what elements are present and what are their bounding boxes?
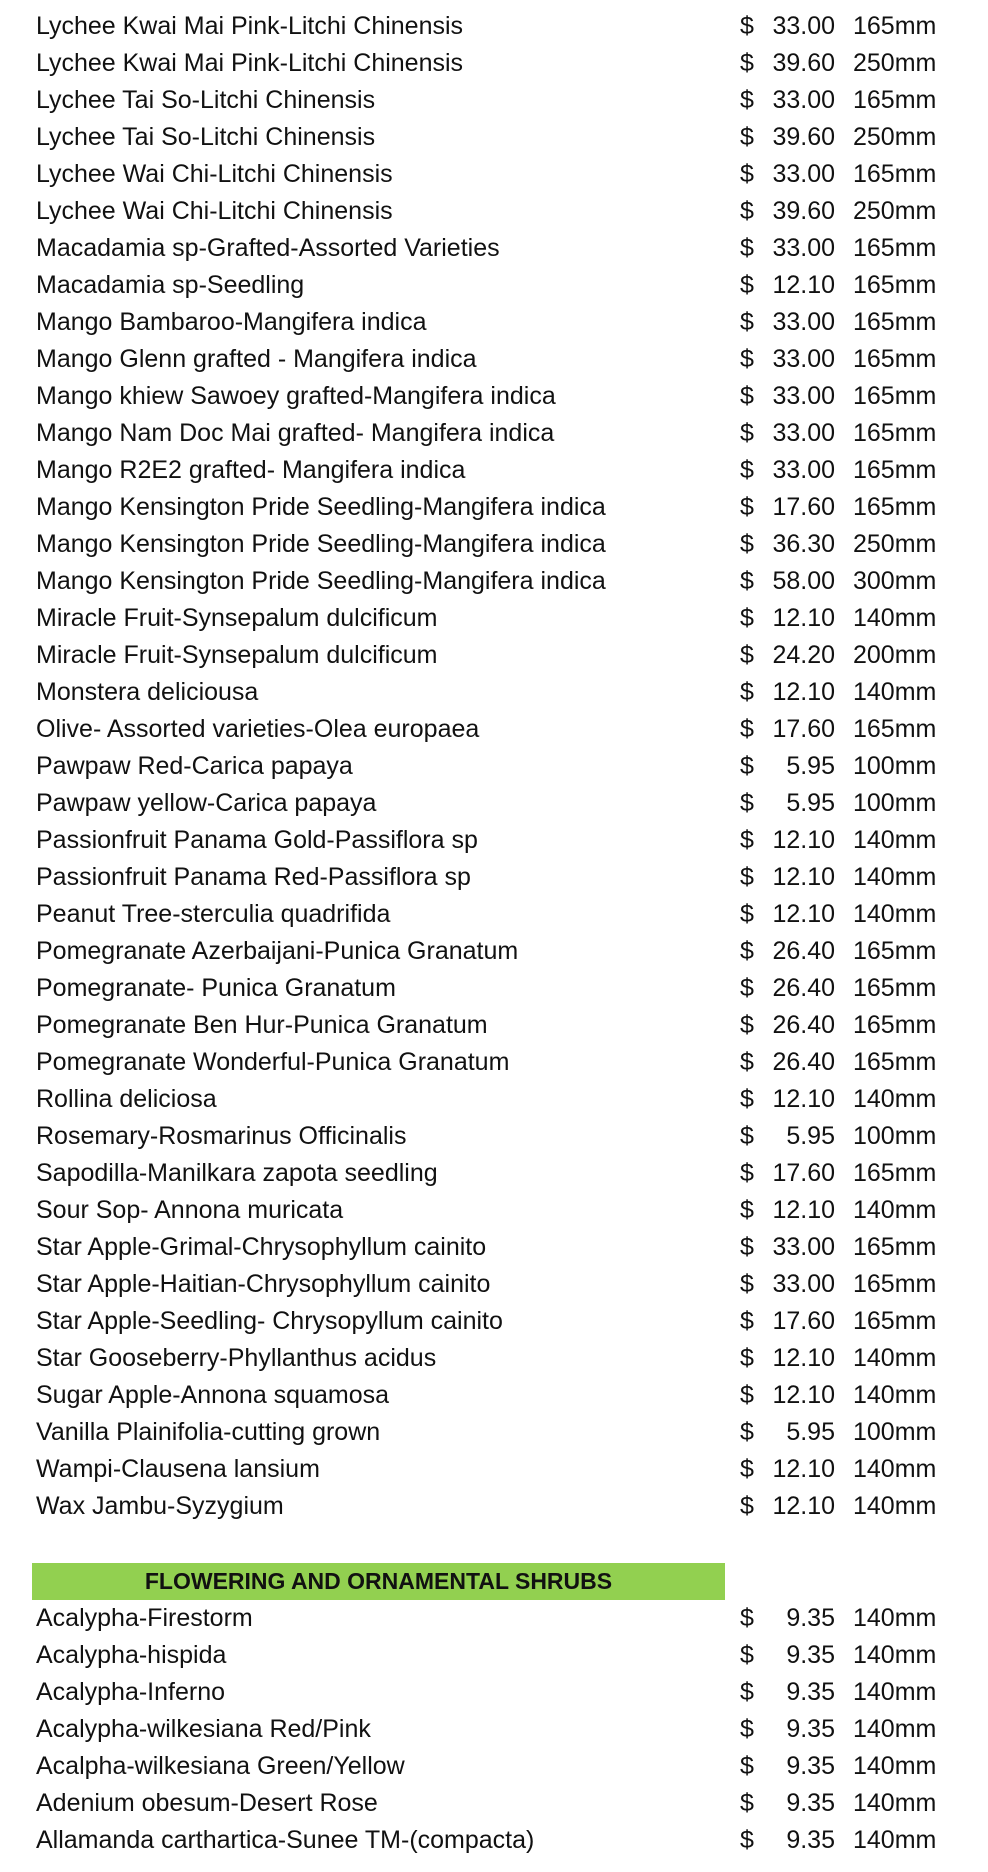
price-value: 5.95 xyxy=(786,752,835,780)
currency-symbol: $ xyxy=(740,1048,754,1076)
price-value: 33.00 xyxy=(772,419,835,447)
price-value: 39.60 xyxy=(772,49,835,77)
price-value: 12.10 xyxy=(772,1455,835,1483)
plant-name: Miracle Fruit-Synsepalum dulcificum xyxy=(36,604,438,632)
pot-size: 165mm xyxy=(853,271,937,299)
currency-symbol: $ xyxy=(740,1604,754,1632)
currency-symbol: $ xyxy=(740,1826,754,1854)
price-value: 12.10 xyxy=(772,604,835,632)
price-value: 33.00 xyxy=(772,1233,835,1261)
plant-name: Lychee Kwai Mai Pink-Litchi Chinensis xyxy=(36,12,464,40)
pot-size: 140mm xyxy=(853,1455,937,1483)
pot-size: 165mm xyxy=(853,1159,937,1187)
pot-size: 165mm xyxy=(853,1233,937,1261)
currency-symbol: $ xyxy=(740,1085,754,1113)
price-value: 12.10 xyxy=(772,1492,835,1520)
price-value: 17.60 xyxy=(772,493,835,521)
currency-symbol: $ xyxy=(740,86,754,114)
currency-symbol: $ xyxy=(740,12,754,40)
price-value: 33.00 xyxy=(772,1270,835,1298)
table-row xyxy=(0,1044,988,1081)
currency-symbol: $ xyxy=(740,419,754,447)
plant-name: Sugar Apple-Annona squamosa xyxy=(36,1381,390,1409)
plant-name: Mango Nam Doc Mai grafted- Mangifera indica xyxy=(36,419,555,447)
pot-size: 165mm xyxy=(853,419,937,447)
table-row xyxy=(0,304,988,341)
currency-symbol: $ xyxy=(740,900,754,928)
section-heading-row xyxy=(0,1563,988,1600)
table-row xyxy=(0,1674,988,1711)
currency-symbol: $ xyxy=(740,1418,754,1446)
price-value: 12.10 xyxy=(772,1196,835,1224)
pot-size: 140mm xyxy=(853,1344,937,1372)
price-value: 12.10 xyxy=(772,1344,835,1372)
pot-size: 250mm xyxy=(853,123,937,151)
plant-name: Wax Jambu-Syzygium xyxy=(36,1492,284,1520)
currency-symbol: $ xyxy=(740,1011,754,1039)
currency-symbol: $ xyxy=(740,49,754,77)
currency-symbol: $ xyxy=(740,308,754,336)
currency-symbol: $ xyxy=(740,826,754,854)
price-value: 9.35 xyxy=(786,1604,835,1632)
price-value: 12.10 xyxy=(772,271,835,299)
pot-size: 165mm xyxy=(853,1011,937,1039)
price-value: 33.00 xyxy=(772,160,835,188)
pot-size: 140mm xyxy=(853,1196,937,1224)
table-row xyxy=(0,267,988,304)
pot-size: 250mm xyxy=(853,197,937,225)
price-value: 5.95 xyxy=(786,789,835,817)
pot-size: 100mm xyxy=(853,752,937,780)
pot-size: 140mm xyxy=(853,1678,937,1706)
price-value: 17.60 xyxy=(772,715,835,743)
plant-name: Pomegranate Ben Hur-Punica Granatum xyxy=(36,1011,488,1039)
price-value: 39.60 xyxy=(772,123,835,151)
price-value: 9.35 xyxy=(786,1789,835,1817)
pot-size: 140mm xyxy=(853,1492,937,1520)
pot-size: 250mm xyxy=(853,49,937,77)
currency-symbol: $ xyxy=(740,1307,754,1335)
table-row xyxy=(0,526,988,563)
table-row xyxy=(0,1229,988,1266)
plant-name: Mango khiew Sawoey grafted-Mangifera indica xyxy=(36,382,556,410)
table-row xyxy=(0,1192,988,1229)
currency-symbol: $ xyxy=(740,345,754,373)
table-row xyxy=(0,8,988,45)
currency-symbol: $ xyxy=(740,160,754,188)
plant-name: Lychee Wai Chi-Litchi Chinensis xyxy=(36,197,393,225)
pot-size: 165mm xyxy=(853,345,937,373)
table-row xyxy=(0,1266,988,1303)
price-value: 26.40 xyxy=(772,1048,835,1076)
currency-symbol: $ xyxy=(740,1344,754,1372)
table-row xyxy=(0,1637,988,1674)
table-row xyxy=(0,1488,988,1525)
table-row xyxy=(0,1081,988,1118)
plant-name: Mango R2E2 grafted- Mangifera indica xyxy=(36,456,466,484)
currency-symbol: $ xyxy=(740,1196,754,1224)
plant-name: Pomegranate- Punica Granatum xyxy=(36,974,396,1002)
price-value: 33.00 xyxy=(772,345,835,373)
price-value: 33.00 xyxy=(772,456,835,484)
plant-name: Sapodilla-Manilkara zapota seedling xyxy=(36,1159,438,1187)
currency-symbol: $ xyxy=(740,1122,754,1150)
plant-name: Passionfruit Panama Red-Passiflora sp xyxy=(36,863,471,891)
pot-size: 140mm xyxy=(853,900,937,928)
currency-symbol: $ xyxy=(740,456,754,484)
price-value: 24.20 xyxy=(772,641,835,669)
plant-name: Star Apple-Haitian-Chrysophyllum cainito xyxy=(36,1270,491,1298)
price-value: 26.40 xyxy=(772,1011,835,1039)
currency-symbol: $ xyxy=(740,752,754,780)
table-row xyxy=(0,711,988,748)
table-row xyxy=(0,1600,988,1637)
pot-size: 140mm xyxy=(853,863,937,891)
pot-size: 165mm xyxy=(853,234,937,262)
table-row xyxy=(0,748,988,785)
pot-size: 140mm xyxy=(853,1752,937,1780)
currency-symbol: $ xyxy=(740,863,754,891)
plant-name: Lychee Kwai Mai Pink-Litchi Chinensis xyxy=(36,49,464,77)
plant-name: Olive- Assorted varieties-Olea europaea xyxy=(36,715,480,743)
table-row xyxy=(0,193,988,230)
currency-symbol: $ xyxy=(740,271,754,299)
currency-symbol: $ xyxy=(740,715,754,743)
pot-size: 100mm xyxy=(853,1122,937,1150)
plant-name: Mango Bambaroo-Mangifera indica xyxy=(36,308,427,336)
pot-size: 140mm xyxy=(853,1789,937,1817)
pot-size: 100mm xyxy=(853,1418,937,1446)
price-value: 33.00 xyxy=(772,86,835,114)
table-row xyxy=(0,970,988,1007)
pot-size: 165mm xyxy=(853,937,937,965)
table-row xyxy=(0,1377,988,1414)
price-value: 9.35 xyxy=(786,1752,835,1780)
table-row xyxy=(0,1414,988,1451)
plant-name: Star Apple-Grimal-Chrysophyllum cainito xyxy=(36,1233,487,1261)
plant-name: Peanut Tree-sterculia quadrifida xyxy=(36,900,391,928)
price-value: 12.10 xyxy=(772,678,835,706)
currency-symbol: $ xyxy=(740,678,754,706)
plant-name: Wampi-Clausena lansium xyxy=(36,1455,320,1483)
table-row xyxy=(0,1118,988,1155)
price-value: 26.40 xyxy=(772,974,835,1002)
plant-name: Allamanda carthartica-Sunee TM-(compacta) xyxy=(36,1826,535,1854)
pot-size: 165mm xyxy=(853,160,937,188)
price-value: 26.40 xyxy=(772,937,835,965)
table-row xyxy=(0,230,988,267)
table-row xyxy=(0,119,988,156)
price-value: 12.10 xyxy=(772,900,835,928)
price-value: 17.60 xyxy=(772,1159,835,1187)
price-value: 33.00 xyxy=(772,382,835,410)
table-row xyxy=(0,859,988,896)
pot-size: 165mm xyxy=(853,1048,937,1076)
pot-size: 165mm xyxy=(853,456,937,484)
table-row xyxy=(0,1340,988,1377)
price-value: 58.00 xyxy=(772,567,835,595)
table-row xyxy=(0,1822,988,1859)
price-value: 17.60 xyxy=(772,1307,835,1335)
price-value: 12.10 xyxy=(772,1381,835,1409)
currency-symbol: $ xyxy=(740,530,754,558)
price-value: 33.00 xyxy=(772,234,835,262)
plant-name: Lychee Wai Chi-Litchi Chinensis xyxy=(36,160,393,188)
currency-symbol: $ xyxy=(740,974,754,1002)
pot-size: 250mm xyxy=(853,530,937,558)
plant-name: Adenium obesum-Desert Rose xyxy=(36,1789,378,1817)
price-value: 36.30 xyxy=(772,530,835,558)
currency-symbol: $ xyxy=(740,567,754,595)
plant-name: Acalypha-Firestorm xyxy=(36,1604,253,1632)
pot-size: 140mm xyxy=(853,1715,937,1743)
table-row xyxy=(0,341,988,378)
plant-name: Pomegranate Azerbaijani-Punica Granatum xyxy=(36,937,519,965)
currency-symbol: $ xyxy=(740,382,754,410)
pot-size: 165mm xyxy=(853,1270,937,1298)
price-value: 5.95 xyxy=(786,1418,835,1446)
table-row xyxy=(0,637,988,674)
pot-size: 165mm xyxy=(853,1307,937,1335)
plant-name: Rosemary-Rosmarinus Officinalis xyxy=(36,1122,407,1150)
pot-size: 140mm xyxy=(853,604,937,632)
currency-symbol: $ xyxy=(740,1159,754,1187)
table-row xyxy=(0,600,988,637)
table-row xyxy=(0,415,988,452)
table-row xyxy=(0,82,988,119)
currency-symbol: $ xyxy=(740,1270,754,1298)
pot-size: 140mm xyxy=(853,826,937,854)
section-heading: FLOWERING AND ORNAMENTAL SHRUBS xyxy=(144,1568,613,1594)
plant-name: Passionfruit Panama Gold-Passiflora sp xyxy=(36,826,478,854)
plant-name: Macadamia sp-Grafted-Assorted Varieties xyxy=(36,234,500,262)
fruit-tree-list xyxy=(0,8,988,1525)
table-row xyxy=(0,822,988,859)
plant-name: Macadamia sp-Seedling xyxy=(36,271,305,299)
price-value: 12.10 xyxy=(772,863,835,891)
currency-symbol: $ xyxy=(740,937,754,965)
plant-name: Acalypha-wilkesiana Red/Pink xyxy=(36,1715,371,1743)
plant-name: Lychee Tai So-Litchi Chinensis xyxy=(36,86,376,114)
table-row xyxy=(0,489,988,526)
price-list-sheet xyxy=(0,8,988,1859)
pot-size: 165mm xyxy=(853,715,937,743)
pot-size: 140mm xyxy=(853,1641,937,1669)
table-row xyxy=(0,1711,988,1748)
currency-symbol: $ xyxy=(740,1233,754,1261)
table-row xyxy=(0,1785,988,1822)
currency-symbol: $ xyxy=(740,1381,754,1409)
pot-size: 100mm xyxy=(853,789,937,817)
currency-symbol: $ xyxy=(740,789,754,817)
plant-name: Mango Kensington Pride Seedling-Mangifera indica xyxy=(36,530,606,558)
table-row xyxy=(0,896,988,933)
currency-symbol: $ xyxy=(740,641,754,669)
plant-name: Mango Glenn grafted - Mangifera indica xyxy=(36,345,477,373)
currency-symbol: $ xyxy=(740,604,754,632)
currency-symbol: $ xyxy=(740,1752,754,1780)
pot-size: 165mm xyxy=(853,12,937,40)
plant-name: Pawpaw yellow-Carica papaya xyxy=(36,789,377,817)
table-row xyxy=(0,1303,988,1340)
pot-size: 200mm xyxy=(853,641,937,669)
currency-symbol: $ xyxy=(740,1678,754,1706)
currency-symbol: $ xyxy=(740,1715,754,1743)
plant-name: Star Apple-Seedling- Chrysopyllum cainito xyxy=(36,1307,503,1335)
plant-name: Vanilla Plainifolia-cutting grown xyxy=(36,1418,381,1446)
currency-symbol: $ xyxy=(740,1789,754,1817)
table-row xyxy=(0,156,988,193)
pot-size: 140mm xyxy=(853,1604,937,1632)
price-value: 33.00 xyxy=(772,308,835,336)
plant-name: Acalypha-Inferno xyxy=(36,1678,226,1706)
currency-symbol: $ xyxy=(740,197,754,225)
pot-size: 165mm xyxy=(853,382,937,410)
price-value: 5.95 xyxy=(786,1122,835,1150)
pot-size: 165mm xyxy=(853,86,937,114)
table-row xyxy=(0,45,988,82)
table-row xyxy=(0,674,988,711)
price-value: 39.60 xyxy=(772,197,835,225)
shrub-list xyxy=(0,1600,988,1859)
plant-name: Lychee Tai So-Litchi Chinensis xyxy=(36,123,376,151)
table-row xyxy=(0,452,988,489)
pot-size: 300mm xyxy=(853,567,937,595)
currency-symbol: $ xyxy=(740,234,754,262)
plant-name: Acalpha-wilkesiana Green/Yellow xyxy=(36,1752,405,1780)
plant-name: Monstera deliciousa xyxy=(36,678,259,706)
currency-symbol: $ xyxy=(740,493,754,521)
currency-symbol: $ xyxy=(740,1641,754,1669)
plant-name: Pawpaw Red-Carica papaya xyxy=(36,752,353,780)
pot-size: 140mm xyxy=(853,1826,937,1854)
table-row xyxy=(0,785,988,822)
section-heading-bar xyxy=(32,1563,725,1600)
price-value: 9.35 xyxy=(786,1715,835,1743)
price-value: 33.00 xyxy=(772,12,835,40)
currency-symbol: $ xyxy=(740,1492,754,1520)
price-value: 9.35 xyxy=(786,1641,835,1669)
plant-name: Sour Sop- Annona muricata xyxy=(36,1196,344,1224)
plant-name: Mango Kensington Pride Seedling-Mangifera indica xyxy=(36,567,606,595)
currency-symbol: $ xyxy=(740,1455,754,1483)
table-row xyxy=(0,1748,988,1785)
plant-name: Acalypha-hispida xyxy=(36,1641,227,1669)
currency-symbol: $ xyxy=(740,123,754,151)
plant-name: Star Gooseberry-Phyllanthus acidus xyxy=(36,1344,437,1372)
pot-size: 140mm xyxy=(853,1381,937,1409)
section-gap xyxy=(0,1525,988,1563)
pot-size: 165mm xyxy=(853,493,937,521)
pot-size: 165mm xyxy=(853,974,937,1002)
pot-size: 140mm xyxy=(853,678,937,706)
pot-size: 165mm xyxy=(853,308,937,336)
price-value: 9.35 xyxy=(786,1678,835,1706)
plant-name: Miracle Fruit-Synsepalum dulcificum xyxy=(36,641,438,669)
price-value: 12.10 xyxy=(772,1085,835,1113)
plant-name: Pomegranate Wonderful-Punica Granatum xyxy=(36,1048,510,1076)
plant-name: Mango Kensington Pride Seedling-Mangifera indica xyxy=(36,493,606,521)
table-row xyxy=(0,1451,988,1488)
price-value: 12.10 xyxy=(772,826,835,854)
table-row xyxy=(0,563,988,600)
table-row xyxy=(0,378,988,415)
table-row xyxy=(0,1155,988,1192)
price-value: 9.35 xyxy=(786,1826,835,1854)
pot-size: 140mm xyxy=(853,1085,937,1113)
table-row xyxy=(0,1007,988,1044)
table-row xyxy=(0,933,988,970)
plant-name: Rollina deliciosa xyxy=(36,1085,217,1113)
